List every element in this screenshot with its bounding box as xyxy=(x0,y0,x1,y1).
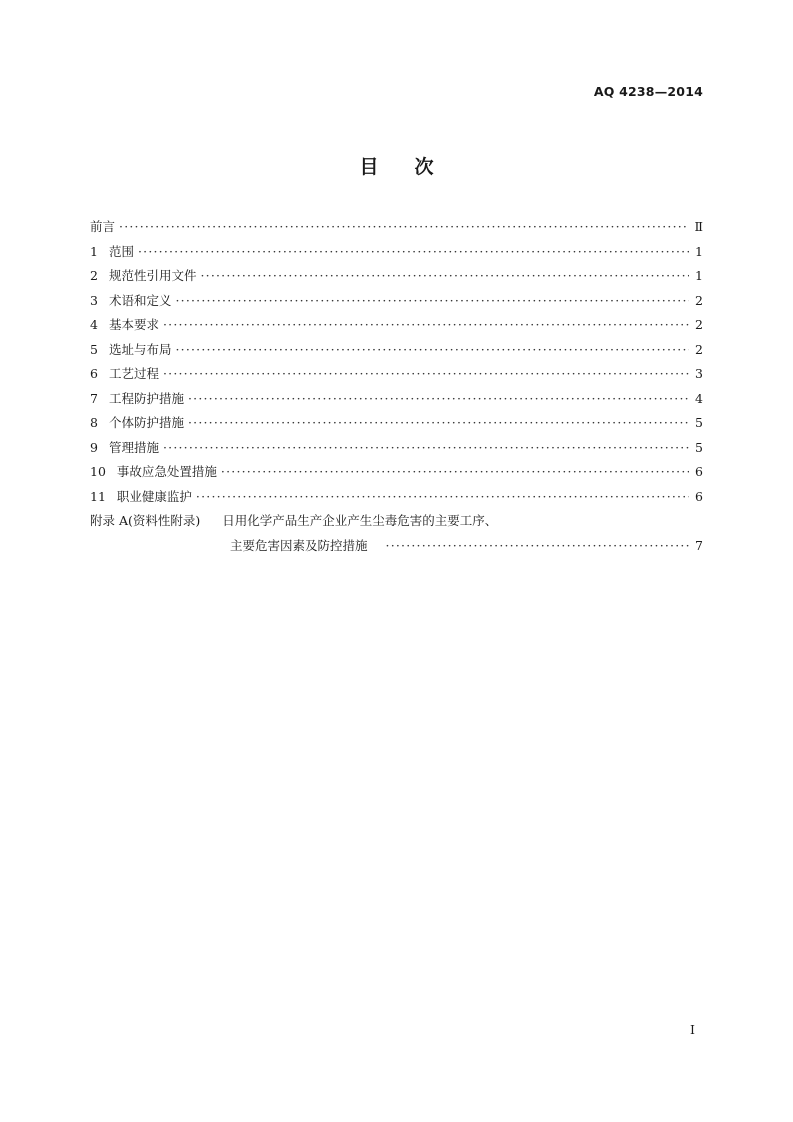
toc-number: 11 xyxy=(90,488,106,504)
toc-label: 职业健康监护 xyxy=(116,488,192,504)
toc-page-number: 2 xyxy=(695,341,703,357)
toc-label: 范围 xyxy=(108,243,134,259)
appendix-title-line2: 主要危害因素及防控措施 xyxy=(230,537,368,553)
appendix-prefix: 附录 A(资料性附录) xyxy=(90,513,201,528)
toc-number: 3 xyxy=(90,292,98,308)
toc-number: 7 xyxy=(90,390,98,406)
dot-leader xyxy=(221,460,689,485)
toc-number: 4 xyxy=(90,317,98,332)
toc-number: 5 xyxy=(90,341,98,357)
dot-leader xyxy=(386,534,689,559)
toc-label: 管理措施 xyxy=(108,439,159,455)
toc-entry-1[interactable] xyxy=(90,240,703,265)
toc-page-number: 5 xyxy=(695,415,703,430)
toc-label: 术语和定义 xyxy=(108,292,172,308)
dot-leader xyxy=(200,264,689,289)
toc-page-number: 1 xyxy=(695,268,703,283)
toc-label: 工艺过程 xyxy=(108,366,159,381)
toc-label: 个体防护措施 xyxy=(108,415,184,430)
page-number: Ⅰ xyxy=(690,1022,695,1037)
toc-entry-10[interactable] xyxy=(90,460,703,485)
dot-leader xyxy=(119,215,689,240)
toc-number: 8 xyxy=(90,415,98,430)
dot-leader xyxy=(188,411,689,436)
toc-label: 基本要求 xyxy=(108,317,159,332)
toc-entry-appendix-a[interactable] xyxy=(90,509,703,534)
toc-page-number: 2 xyxy=(695,292,703,308)
toc-page-number: 4 xyxy=(695,390,703,406)
toc-entry-8[interactable] xyxy=(90,411,703,436)
appendix-title-line1: 日用化学产品生产企业产生尘毒危害的主要工序、 xyxy=(222,513,498,528)
toc-label: 事故应急处置措施 xyxy=(116,464,217,479)
toc-page-number: 6 xyxy=(695,488,703,504)
toc-number: 10 xyxy=(90,464,106,479)
page-title: 目次 xyxy=(359,156,470,178)
dot-leader xyxy=(188,387,689,412)
toc-label: 选址与布局 xyxy=(108,341,172,357)
toc-number: 6 xyxy=(90,366,98,381)
dot-leader xyxy=(163,436,689,461)
toc-entry-6[interactable] xyxy=(90,362,703,387)
toc-number: 9 xyxy=(90,439,98,455)
dot-leader xyxy=(175,338,689,363)
toc-label: 规范性引用文件 xyxy=(108,268,197,283)
toc-page-number: 2 xyxy=(695,317,703,332)
toc-entry-11[interactable] xyxy=(90,485,703,510)
toc-number: 1 xyxy=(90,243,98,259)
toc-number: 2 xyxy=(90,268,98,283)
toc-page-number: 5 xyxy=(695,439,703,455)
toc-entry-2[interactable] xyxy=(90,264,703,289)
toc-page-number: 7 xyxy=(695,537,703,553)
toc-entry-preface[interactable] xyxy=(90,215,703,240)
toc-entry-5[interactable] xyxy=(90,338,703,363)
dot-leader xyxy=(163,313,689,338)
dot-leader xyxy=(138,240,689,265)
toc-label: 前言 xyxy=(90,219,116,234)
toc-entry-9[interactable] xyxy=(90,436,703,461)
toc-page-number: 3 xyxy=(695,366,703,381)
toc-entry-7[interactable] xyxy=(90,387,703,412)
toc-entry-4[interactable] xyxy=(90,313,703,338)
toc-entry-appendix-a-continued[interactable] xyxy=(90,534,703,559)
standard-number: AQ 4238—2014 xyxy=(593,84,703,99)
dot-leader xyxy=(175,289,689,314)
dot-leader xyxy=(163,362,689,387)
toc-page-number: Ⅱ xyxy=(694,219,703,234)
toc-entry-3[interactable] xyxy=(90,289,703,314)
dot-leader xyxy=(196,485,689,510)
toc-label: 工程防护措施 xyxy=(108,390,184,406)
table-of-contents xyxy=(90,215,703,558)
toc-page-number: 1 xyxy=(695,243,703,259)
toc-page-number: 6 xyxy=(695,464,703,479)
